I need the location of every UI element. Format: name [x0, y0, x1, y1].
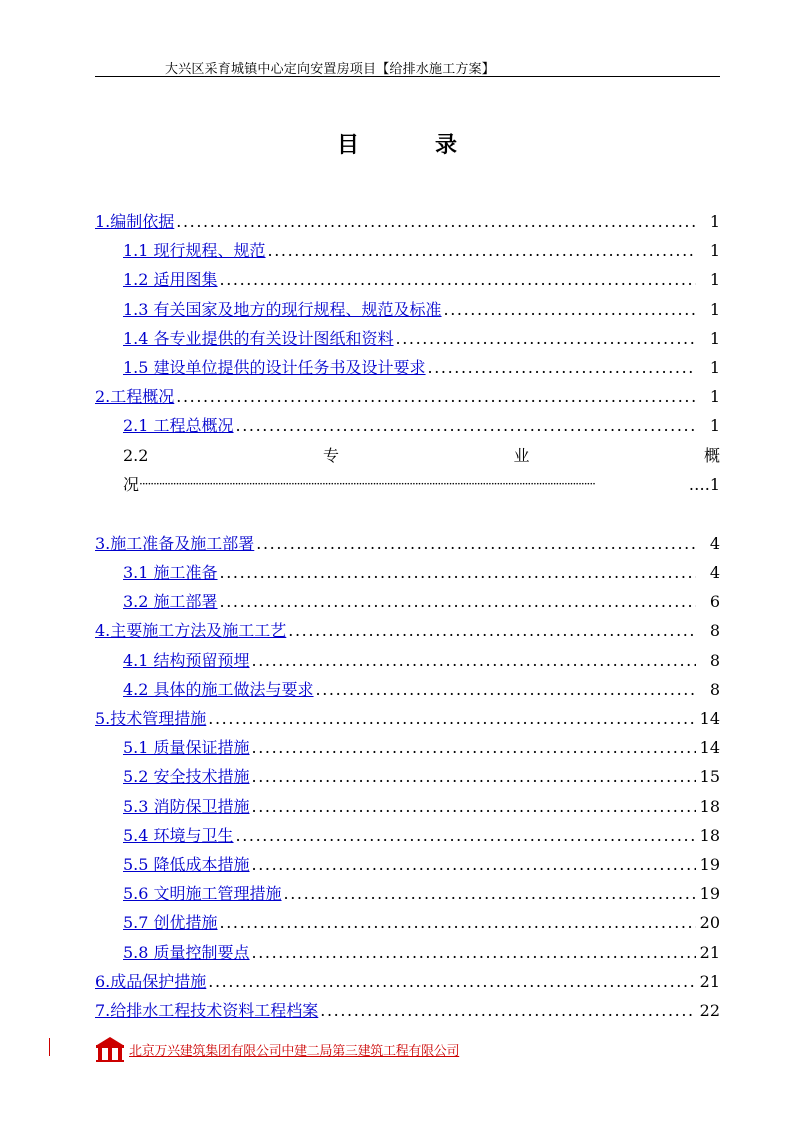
toc-entry-link[interactable]: 5.1 质量保证措施	[123, 738, 250, 758]
toc-page-number: 14	[699, 709, 720, 728]
toc-leader-dots	[206, 704, 696, 733]
toc-entry[interactable]	[95, 411, 720, 440]
toc-leader-dots	[234, 821, 696, 850]
toc-leader-dots	[250, 792, 696, 821]
toc-entry[interactable]	[95, 879, 720, 908]
toc-entry[interactable]	[95, 529, 720, 558]
toc-page-number: 4	[709, 533, 720, 553]
toc-page-number: 8	[709, 679, 720, 699]
toc-entry-link[interactable]: 3.2 施工部署	[123, 592, 218, 612]
toc-justified-char: 概	[703, 445, 720, 465]
toc-entry-link[interactable]: 5.4 环境与卫生	[123, 825, 234, 845]
toc-entry[interactable]	[95, 938, 720, 967]
toc-entry-link[interactable]: 1.1 现行规程、规范	[123, 241, 266, 261]
toc-title	[0, 128, 794, 159]
toc-page-number: 21	[699, 971, 720, 991]
toc-entry-link[interactable]: 5.7 创优措施	[123, 913, 218, 933]
toc-page-number: 1	[709, 270, 720, 290]
toc-entry[interactable]	[95, 616, 720, 645]
toc-leader-dots	[250, 646, 696, 675]
toc-page-number: 21	[699, 942, 720, 962]
toc-entry[interactable]	[95, 996, 720, 1025]
header-title: 大兴区采育城镇中心定向安置房项目【给排水施工方案】	[165, 62, 496, 77]
toc-page-number: 18	[699, 796, 720, 816]
toc-entry-link[interactable]: 1.4 各专业提供的有关设计图纸和资料	[123, 328, 394, 348]
toc-entry[interactable]	[95, 324, 720, 353]
toc-title-right: 录	[435, 132, 458, 158]
toc-page-number: 20	[699, 913, 720, 933]
toc-leader-dots	[218, 908, 696, 937]
toc-justified-char: 专	[322, 445, 339, 465]
toc-entry-link[interactable]: 5.2 安全技术措施	[123, 767, 250, 787]
toc-leader-dots	[318, 996, 696, 1025]
toc-page-number: 6	[709, 592, 720, 612]
toc-leader-dots	[250, 850, 696, 879]
page-header	[95, 56, 720, 77]
toc-entry[interactable]	[95, 821, 720, 850]
footer-margin-mark	[49, 1038, 50, 1056]
toc-page-number: 14	[699, 738, 720, 758]
toc-page-number: 1	[709, 299, 720, 319]
toc-entry-link[interactable]: 7.给排水工程技术资料工程档案	[95, 1000, 319, 1020]
toc-entry-link[interactable]: 5.8 质量控制要点	[123, 942, 250, 962]
toc-leader-dots	[174, 382, 696, 411]
toc-entry-link[interactable]: 3.施工准备及施工部署	[95, 533, 255, 553]
toc-leader-dots	[139, 470, 635, 499]
toc-leader-dots	[234, 411, 696, 440]
toc-page-number: 18	[699, 825, 720, 845]
toc-leader-dots	[174, 207, 696, 236]
toc-entry-link[interactable]: 2.工程概况	[95, 387, 175, 407]
toc-page-number: 8	[709, 621, 720, 641]
toc-entry[interactable]	[95, 762, 720, 791]
toc-entry-link[interactable]: 5.3 消防保卫措施	[123, 796, 250, 816]
toc-entry-link[interactable]: 6.成品保护措施	[95, 971, 207, 991]
toc-entry[interactable]	[95, 236, 720, 265]
toc-leader-dots	[282, 879, 696, 908]
toc-leader-dots	[286, 616, 696, 645]
toc-spacer	[95, 499, 720, 529]
toc-entry[interactable]	[95, 558, 720, 587]
toc-entry-link[interactable]: 1.3 有关国家及地方的现行规程、规范及标准	[123, 299, 442, 319]
toc-entry[interactable]	[95, 353, 720, 382]
toc-leader-dots	[218, 587, 696, 616]
toc-entry-link[interactable]: 2.1 工程总概况	[123, 416, 234, 436]
toc-entry[interactable]	[95, 382, 720, 411]
toc-page-number: 1	[709, 416, 720, 436]
toc-entry[interactable]	[95, 733, 720, 762]
toc-entry[interactable]	[95, 850, 720, 879]
toc-page-number: 15	[699, 767, 720, 787]
toc-title-left: 目	[336, 132, 359, 158]
toc-page-number: 8	[709, 650, 720, 670]
toc-entry[interactable]	[95, 675, 720, 704]
toc-leader-dots	[394, 324, 696, 353]
toc-page-number: 19	[699, 884, 720, 904]
toc-page-number: 1	[709, 212, 720, 231]
toc-leader-dots	[266, 236, 696, 265]
toc-justified-char: 业	[513, 445, 530, 465]
building-logo-icon	[95, 1036, 125, 1062]
toc-entry-link[interactable]: 1.编制依据	[95, 212, 175, 231]
toc-leader-dots	[250, 733, 696, 762]
toc-leader-dots	[250, 938, 696, 967]
toc-leader-dots	[314, 675, 696, 704]
page-footer	[95, 1036, 720, 1066]
toc-page-number: 4	[709, 563, 720, 583]
toc-entry-justified	[95, 441, 720, 470]
toc-entry[interactable]	[95, 704, 720, 733]
toc-leader-dots	[426, 353, 696, 382]
toc-entry-link[interactable]: 4.2 具体的施工做法与要求	[123, 679, 314, 699]
toc-page-number: 1	[709, 357, 720, 377]
toc-entry-link[interactable]: 5.技术管理措施	[95, 709, 207, 728]
toc-entry[interactable]	[95, 908, 720, 937]
toc-entry-link[interactable]: 1.2 适用图集	[123, 270, 218, 290]
toc-entry[interactable]	[95, 295, 720, 324]
toc-entry-link[interactable]: 4.主要施工方法及施工工艺	[95, 621, 287, 641]
footer-company: 北京万兴建筑集团有限公司中建二局第三建筑工程有限公司	[129, 1044, 460, 1059]
toc-entry-continuation	[95, 470, 720, 499]
table-of-contents	[95, 207, 720, 1025]
toc-page-number: 1	[709, 241, 720, 261]
toc-leader-dots	[218, 265, 696, 294]
toc-leader-dots	[250, 762, 696, 791]
toc-entry-link[interactable]: 4.1 结构预留预埋	[123, 650, 250, 670]
toc-page-number: 19	[699, 854, 720, 874]
toc-entry[interactable]	[95, 967, 720, 996]
toc-entry[interactable]	[95, 792, 720, 821]
toc-entry-link[interactable]: 5.5 降低成本措施	[123, 854, 250, 874]
toc-page-number: 1	[709, 328, 720, 348]
toc-entry-link[interactable]: 5.6 文明施工管理措施	[123, 884, 282, 904]
toc-page-number: ….1	[688, 474, 720, 494]
toc-entry[interactable]	[95, 646, 720, 675]
toc-entry[interactable]	[95, 587, 720, 616]
toc-entry[interactable]	[95, 265, 720, 294]
toc-leader-dots	[218, 558, 696, 587]
toc-page-number: 1	[709, 387, 720, 407]
toc-page-number: 22	[699, 1000, 720, 1020]
toc-leader-dots	[442, 295, 696, 324]
toc-leader-dots	[254, 529, 696, 558]
toc-entry[interactable]	[95, 207, 720, 236]
toc-leader-dots	[206, 967, 696, 996]
toc-justified-char: 2.2	[123, 445, 149, 465]
toc-entry-link[interactable]: 3.1 施工准备	[123, 563, 218, 583]
toc-entry-link[interactable]: 1.5 建设单位提供的设计任务书及设计要求	[123, 357, 426, 377]
toc-justified-char: 况	[123, 474, 140, 494]
